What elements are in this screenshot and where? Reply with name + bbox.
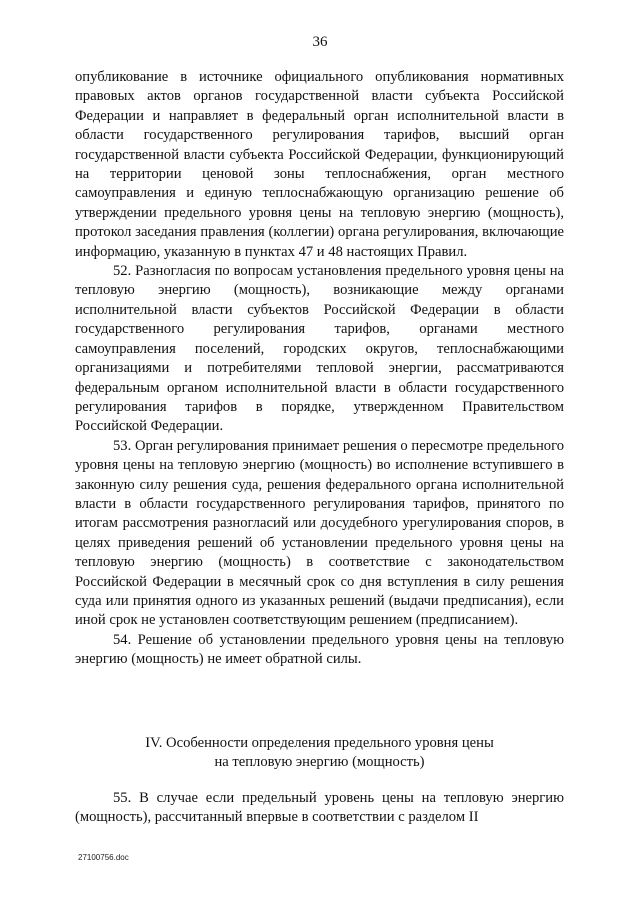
paragraph-54: 54. Решение об установлении предельного уровня цены на тепловую энергию (мощность) не имеет обратной силы. — [75, 631, 564, 668]
paragraph-continuation: опубликование в источнике официального опубликования нормативных правовых актов органов государственной власти субъекта Российской Федерации и направляет в федеральный орган исполнительной власти в области государственного регулирования тарифов, высший орган государственной власти субъекта Российской Федерации, функционирующий на территории ценовой зоны теплоснабжения, орган местного самоуправления и единую теплоснабжающую организацию решение об утверждении предельного уровня цены на тепловую энергию (мощность), протокол заседания правления (коллегии) органа регулирования, включающие информацию, указанную в пунктах 47 и 48 настоящих Правил. — [75, 69, 564, 260]
footer-file-name: 27100756.doc — [78, 853, 129, 862]
page-number: 36 — [312, 34, 328, 50]
paragraph-52: 52. Разногласия по вопросам установления предельного уровня цены на тепловую энергию (мощность), возникающие между органами исполнительной власти субъектов Российской Федерации в области государственного регулирования тарифов, органами местного самоуправления поселений, городских округов, теплоснабжающими организациями и потребителями тепловой энергии, рассматриваются федеральным органом исполнительной власти в области государственного регулирования тарифов в порядке, утвержденном Правительством Российской Федерации. — [75, 263, 564, 435]
section-heading-line-1: IV. Особенности определения предельного уровня цены — [145, 735, 494, 751]
section-heading-line-2: на тепловую энергию (мощность) — [214, 754, 425, 771]
paragraph-53: 53. Орган регулирования принимает решения о пересмотре предельного уровня цены на тепловую энергию (мощность) во исполнение вступившего в законную силу решения суда, решения федерального органа исполнительной власти в области государственного регулирования тарифов, принятого по итогам рассмотрения разногласий или досудебного урегулирования споров, в целях приведения решений об установлении предельного уровня цены на тепловую энергию (мощность) в соответствие с законодательством Российской Федерации в месячный срок со дня вступления в силу решения суда или принятия одного из указанных решений (выдачи предписания), если иной срок не установлен соответствующим решением (предписанием). — [75, 437, 564, 629]
document-body — [75, 68, 564, 670]
section-heading — [75, 734, 564, 773]
paragraph-55: 55. В случае если предельный уровень цены на тепловую энергию (мощность), рассчитанный впервые в соответствии с разделом II — [75, 790, 564, 826]
